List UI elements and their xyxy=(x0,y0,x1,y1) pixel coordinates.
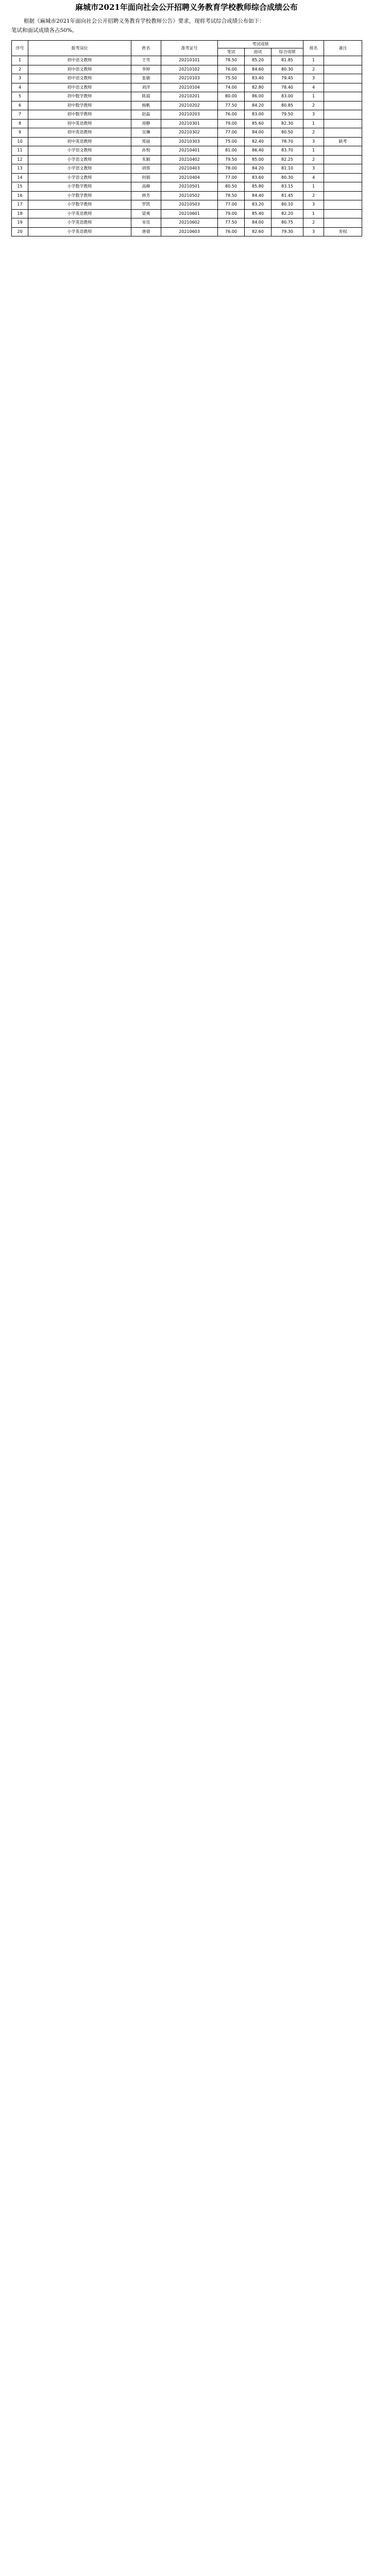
cell-written: 77.00 xyxy=(218,128,245,138)
cell-written: 79.00 xyxy=(218,119,245,128)
cell-name: 胡蓉 xyxy=(131,164,161,174)
table-row xyxy=(12,128,362,138)
cell-interview: 82.40 xyxy=(245,137,272,146)
cell-name: 郑丽 xyxy=(131,137,161,146)
cell-position: 初中语文教师 xyxy=(28,65,131,74)
cell-ticket: 20210102 xyxy=(161,65,218,74)
cell-no: 20 xyxy=(12,227,28,236)
cell-interview: 84.20 xyxy=(245,164,272,174)
cell-ticket: 20210103 xyxy=(161,74,218,83)
cell-total: 81.10 xyxy=(272,164,303,174)
cell-remark xyxy=(324,173,362,182)
cell-ticket: 20210104 xyxy=(161,83,218,92)
cell-total: 81.85 xyxy=(272,56,303,65)
cell-written: 80.50 xyxy=(218,182,245,192)
cell-interview: 83.60 xyxy=(245,173,272,182)
cell-no: 10 xyxy=(12,137,28,146)
cell-remark xyxy=(324,146,362,156)
cell-name: 罗凯 xyxy=(131,200,161,210)
cell-position: 初中语文教师 xyxy=(28,83,131,92)
cell-interview: 84.00 xyxy=(245,218,272,228)
cell-no: 13 xyxy=(12,164,28,174)
results-table xyxy=(11,40,362,236)
cell-written: 79.00 xyxy=(218,209,245,218)
cell-no: 11 xyxy=(12,146,28,156)
table-row xyxy=(12,173,362,182)
header-ticket: 准考证号 xyxy=(161,41,218,56)
table-row xyxy=(12,137,362,146)
cell-rank: 2 xyxy=(303,191,324,200)
table-row xyxy=(12,83,362,92)
header-rank: 排名 xyxy=(303,41,324,56)
cell-rank: 1 xyxy=(303,209,324,218)
cell-total: 79.30 xyxy=(272,227,303,236)
cell-written: 76.00 xyxy=(218,227,245,236)
cell-ticket: 20210404 xyxy=(161,173,218,182)
cell-interview: 84.20 xyxy=(245,101,272,110)
cell-no: 12 xyxy=(12,155,28,164)
cell-name: 陈晨 xyxy=(131,92,161,101)
cell-total: 79.45 xyxy=(272,74,303,83)
cell-no: 8 xyxy=(12,119,28,128)
cell-no: 6 xyxy=(12,101,28,110)
cell-rank: 4 xyxy=(303,83,324,92)
cell-name: 宋佳 xyxy=(131,218,161,228)
header-no: 序号 xyxy=(12,41,28,56)
cell-written: 77.50 xyxy=(218,218,245,228)
cell-interview: 83.20 xyxy=(245,200,272,210)
cell-remark xyxy=(324,200,362,210)
header-row-1 xyxy=(12,41,362,48)
cell-total: 80.30 xyxy=(272,173,303,182)
cell-name: 杨帆 xyxy=(131,101,161,110)
cell-total: 82.30 xyxy=(272,119,303,128)
cell-ticket: 20210603 xyxy=(161,227,218,236)
cell-name: 梁爽 xyxy=(131,209,161,218)
cell-ticket: 20210302 xyxy=(161,128,218,138)
intro-note xyxy=(11,16,362,35)
cell-no: 16 xyxy=(12,191,28,200)
cell-interview: 84.40 xyxy=(245,191,272,200)
header-name: 姓名 xyxy=(131,41,161,56)
cell-remark xyxy=(324,218,362,228)
table-row xyxy=(12,119,362,128)
cell-total: 80.85 xyxy=(272,101,303,110)
header-score-group: 考试成绩 xyxy=(218,41,303,48)
cell-total: 80.75 xyxy=(272,218,303,228)
cell-rank: 2 xyxy=(303,65,324,74)
cell-remark xyxy=(324,83,362,92)
cell-rank: 1 xyxy=(303,56,324,65)
table-row xyxy=(12,218,362,228)
cell-rank: 3 xyxy=(303,137,324,146)
cell-rank: 2 xyxy=(303,128,324,138)
cell-written: 77.50 xyxy=(218,101,245,110)
cell-name: 周静 xyxy=(131,119,161,128)
cell-interview: 84.00 xyxy=(245,128,272,138)
cell-remark xyxy=(324,119,362,128)
cell-interview: 85.80 xyxy=(245,182,272,192)
cell-rank: 3 xyxy=(303,110,324,120)
document-title: 麻城市2021年面向社会公开招聘义务教育学校教师综合成绩公布 xyxy=(75,3,298,12)
cell-name: 孙悦 xyxy=(131,146,161,156)
cell-total: 79.50 xyxy=(272,110,303,120)
cell-rank: 1 xyxy=(303,182,324,192)
cell-position: 初中英语教师 xyxy=(28,137,131,146)
cell-no: 17 xyxy=(12,200,28,210)
table-row xyxy=(12,182,362,192)
cell-rank: 1 xyxy=(303,146,324,156)
cell-remark xyxy=(324,182,362,192)
cell-no: 18 xyxy=(12,209,28,218)
results-body xyxy=(12,56,362,236)
table-row xyxy=(12,110,362,120)
cell-written: 78.00 xyxy=(218,164,245,174)
table-row xyxy=(12,164,362,174)
cell-ticket: 20210203 xyxy=(161,110,218,120)
table-row xyxy=(12,65,362,74)
cell-rank: 2 xyxy=(303,101,324,110)
cell-interview: 85.60 xyxy=(245,119,272,128)
cell-total: 83.00 xyxy=(272,92,303,101)
cell-name: 张敏 xyxy=(131,74,161,83)
table-row xyxy=(12,155,362,164)
cell-name: 唐倩 xyxy=(131,227,161,236)
cell-name: 林芳 xyxy=(131,191,161,200)
cell-written: 74.00 xyxy=(218,83,245,92)
cell-interview: 85.40 xyxy=(245,209,272,218)
cell-no: 1 xyxy=(12,56,28,65)
cell-no: 9 xyxy=(12,128,28,138)
cell-rank: 3 xyxy=(303,200,324,210)
header-remark: 备注 xyxy=(324,41,362,56)
cell-position: 初中语文教师 xyxy=(28,56,131,65)
cell-interview: 85.00 xyxy=(245,155,272,164)
cell-remark xyxy=(324,128,362,138)
cell-ticket: 20210403 xyxy=(161,164,218,174)
cell-position: 初中数学教师 xyxy=(28,110,131,120)
header-total: 综合成绩 xyxy=(272,48,303,56)
cell-ticket: 20210503 xyxy=(161,200,218,210)
cell-position: 小学数学教师 xyxy=(28,200,131,210)
cell-ticket: 20210402 xyxy=(161,155,218,164)
cell-written: 80.00 xyxy=(218,92,245,101)
cell-rank: 1 xyxy=(303,92,324,101)
cell-written: 81.00 xyxy=(218,146,245,156)
cell-written: 75.50 xyxy=(218,74,245,83)
cell-no: 4 xyxy=(12,83,28,92)
cell-rank: 1 xyxy=(303,119,324,128)
cell-position: 初中语文教师 xyxy=(28,74,131,83)
cell-total: 80.30 xyxy=(272,65,303,74)
cell-interview: 82.60 xyxy=(245,227,272,236)
cell-position: 小学英语教师 xyxy=(28,227,131,236)
cell-written: 79.50 xyxy=(218,155,245,164)
cell-remark xyxy=(324,155,362,164)
cell-interview: 83.40 xyxy=(245,74,272,83)
cell-ticket: 20210501 xyxy=(161,182,218,192)
cell-position: 小学数学教师 xyxy=(28,182,131,192)
cell-no: 2 xyxy=(12,65,28,74)
cell-position: 初中数学教师 xyxy=(28,92,131,101)
cell-name: 吴琳 xyxy=(131,128,161,138)
cell-interview: 86.40 xyxy=(245,146,272,156)
cell-no: 14 xyxy=(12,173,28,182)
cell-remark xyxy=(324,164,362,174)
cell-written: 77.00 xyxy=(218,200,245,210)
cell-name: 刘洋 xyxy=(131,83,161,92)
cell-position: 小学语文教师 xyxy=(28,155,131,164)
cell-rank: 3 xyxy=(303,227,324,236)
cell-ticket: 20210502 xyxy=(161,191,218,200)
cell-name: 赵磊 xyxy=(131,110,161,120)
cell-ticket: 20210401 xyxy=(161,146,218,156)
table-row xyxy=(12,92,362,101)
cell-position: 初中英语教师 xyxy=(28,119,131,128)
cell-total: 78.40 xyxy=(272,83,303,92)
table-row xyxy=(12,227,362,236)
cell-name: 王雪 xyxy=(131,56,161,65)
cell-interview: 84.60 xyxy=(245,65,272,74)
cell-interview: 85.20 xyxy=(245,56,272,65)
cell-rank: 4 xyxy=(303,173,324,182)
cell-total: 82.20 xyxy=(272,209,303,218)
cell-remark xyxy=(324,101,362,110)
cell-remark: 弃权 xyxy=(324,227,362,236)
cell-position: 小学英语教师 xyxy=(28,218,131,228)
cell-total: 83.15 xyxy=(272,182,303,192)
cell-name: 何娟 xyxy=(131,173,161,182)
cell-position: 小学英语教师 xyxy=(28,209,131,218)
cell-interview: 83.00 xyxy=(245,110,272,120)
cell-position: 初中英语教师 xyxy=(28,128,131,138)
cell-position: 小学语文教师 xyxy=(28,146,131,156)
cell-ticket: 20210602 xyxy=(161,218,218,228)
cell-total: 80.50 xyxy=(272,128,303,138)
table-row xyxy=(12,74,362,83)
cell-remark xyxy=(324,65,362,74)
table-row xyxy=(12,200,362,210)
cell-name: 朱颖 xyxy=(131,155,161,164)
table-row xyxy=(12,56,362,65)
cell-rank: 3 xyxy=(303,74,324,83)
cell-ticket: 20210301 xyxy=(161,119,218,128)
cell-position: 小学数学教师 xyxy=(28,191,131,200)
cell-interview: 82.80 xyxy=(245,83,272,92)
cell-no: 5 xyxy=(12,92,28,101)
cell-ticket: 20210202 xyxy=(161,101,218,110)
cell-written: 76.00 xyxy=(218,110,245,120)
cell-interview: 86.00 xyxy=(245,92,272,101)
cell-remark xyxy=(324,209,362,218)
cell-written: 78.50 xyxy=(218,191,245,200)
intro-line-1: 根据《麻城市2021年面向社会公开招聘义务教育学校教师公告》要求，现将考试综合成绩公布如下： xyxy=(24,18,265,24)
cell-name: 高峰 xyxy=(131,182,161,192)
header-written: 笔试 xyxy=(218,48,245,56)
intro-line-2: 笔试和面试成绩各占50%。 xyxy=(11,27,78,33)
header-interview: 面试 xyxy=(245,48,272,56)
cell-position: 小学语文教师 xyxy=(28,164,131,174)
cell-no: 3 xyxy=(12,74,28,83)
cell-total: 78.70 xyxy=(272,137,303,146)
cell-written: 78.50 xyxy=(218,56,245,65)
cell-written: 77.00 xyxy=(218,173,245,182)
cell-remark xyxy=(324,92,362,101)
cell-position: 小学语文教师 xyxy=(28,173,131,182)
cell-ticket: 20210601 xyxy=(161,209,218,218)
cell-written: 75.00 xyxy=(218,137,245,146)
cell-remark: 缺考 xyxy=(324,137,362,146)
cell-remark xyxy=(324,56,362,65)
cell-ticket: 20210303 xyxy=(161,137,218,146)
table-row xyxy=(12,191,362,200)
table-row xyxy=(12,101,362,110)
cell-total: 83.70 xyxy=(272,146,303,156)
table-row xyxy=(12,146,362,156)
cell-no: 7 xyxy=(12,110,28,120)
cell-position: 初中数学教师 xyxy=(28,101,131,110)
cell-ticket: 20210201 xyxy=(161,92,218,101)
cell-remark xyxy=(324,191,362,200)
header-position: 报考岗位 xyxy=(28,41,131,56)
cell-remark xyxy=(324,74,362,83)
cell-rank: 3 xyxy=(303,164,324,174)
table-row xyxy=(12,209,362,218)
cell-written: 76.00 xyxy=(218,65,245,74)
cell-rank: 2 xyxy=(303,218,324,228)
cell-total: 81.45 xyxy=(272,191,303,200)
cell-no: 15 xyxy=(12,182,28,192)
cell-ticket: 20210101 xyxy=(161,56,218,65)
cell-total: 80.10 xyxy=(272,200,303,210)
cell-name: 李婷 xyxy=(131,65,161,74)
cell-total: 82.25 xyxy=(272,155,303,164)
cell-remark xyxy=(324,110,362,120)
cell-rank: 2 xyxy=(303,155,324,164)
cell-no: 19 xyxy=(12,218,28,228)
